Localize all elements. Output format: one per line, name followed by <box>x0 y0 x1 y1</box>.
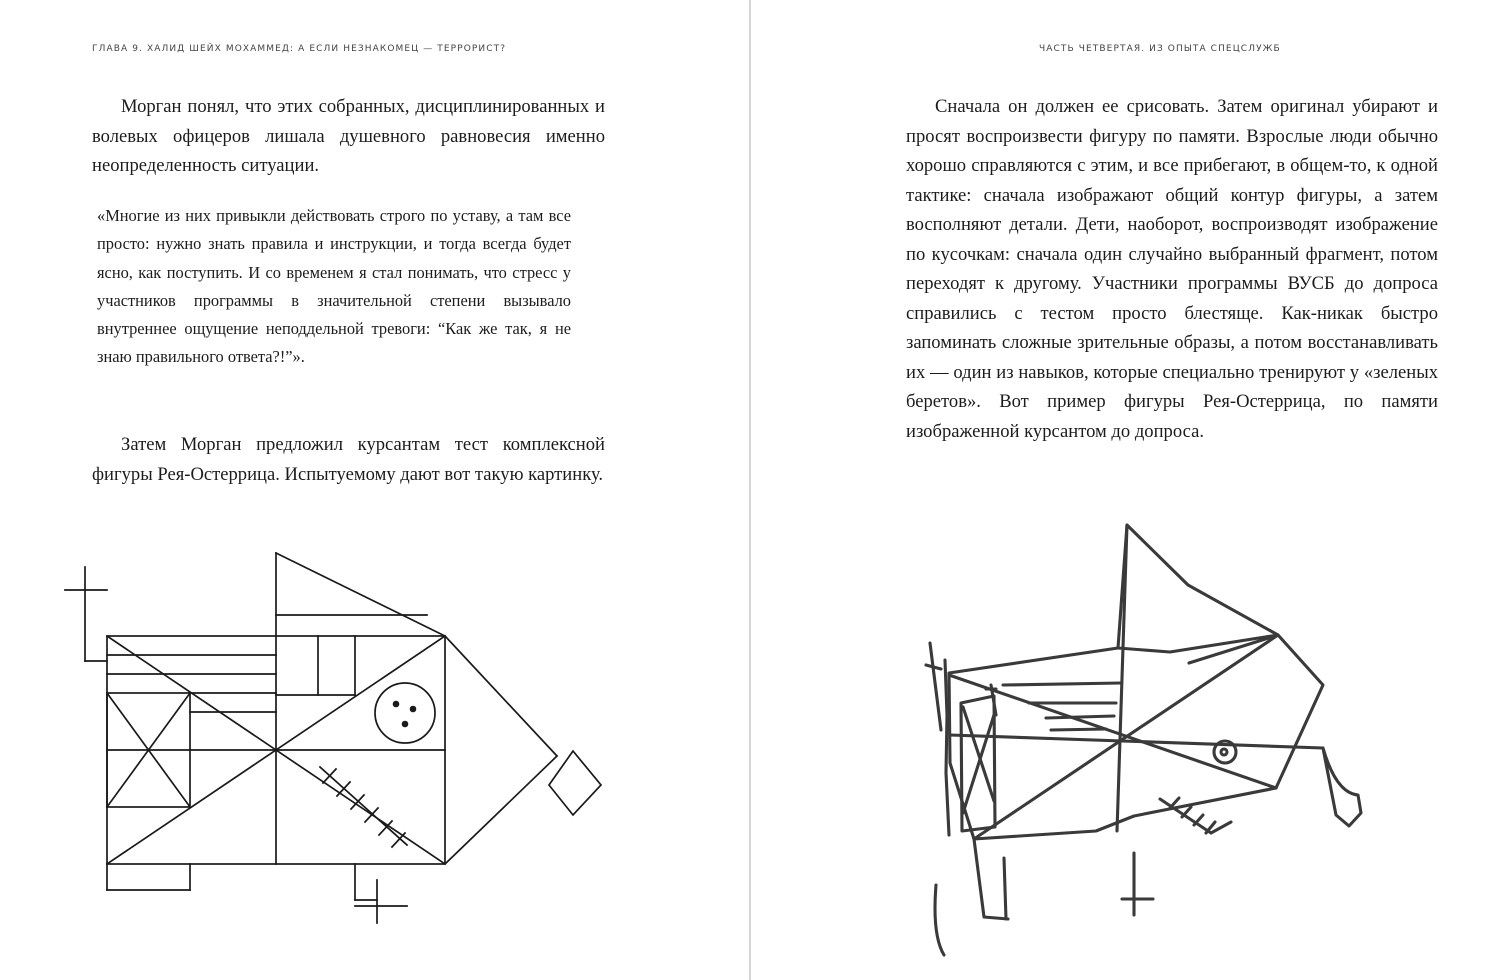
drawn-center-lines <box>949 525 1323 839</box>
drawn-left-square <box>961 685 996 831</box>
left-paragraph-2: Затем Морган предложил курсантам тест комплексной фигуры Рея-Остеррица. Испытуемому дают вот такую картинку. <box>92 434 605 485</box>
figure-hatch-diagonal <box>320 767 407 847</box>
running-head-right: ЧАСТЬ ЧЕТВЕРТАЯ. ИЗ ОПЫТА СПЕЦСЛУЖБ <box>1039 44 1281 54</box>
figure-inner-vertical <box>318 636 355 695</box>
rey-complex-figure <box>55 545 615 955</box>
right-page <box>751 0 1500 980</box>
figure-circle-dots <box>375 683 435 743</box>
figure-main-rectangle <box>107 553 445 864</box>
left-paragraph-1: Морган понял, что этих собранных, дисциплинированных и волевых офицеров лишала душевного равновесия именно неопределенность ситуации. <box>92 96 605 176</box>
figure-cross-top-left <box>65 567 107 661</box>
drawn-bottom-rect <box>974 839 1008 919</box>
cadet-drawn-figure <box>906 515 1446 980</box>
figure-cross-bottom <box>355 864 407 923</box>
drawn-cross-bottom <box>1122 853 1153 915</box>
drawn-triangle-top <box>1118 525 1278 663</box>
left-page <box>0 0 749 980</box>
drawn-nose <box>1323 748 1361 826</box>
block-quote: «Многие из них привыкли действовать строго по уставу, а там все просто: нужно знать правила и инструкции, и тогда всегда будет ясно, как поступить. И со временем я стал понимать, что стресс у участников программы в значительной степени вызывало внутреннее ощущение неподдельной тревоги: “Как же так, я не знаю правильного ответа?!”». <box>97 206 571 367</box>
right-paragraph-1: Сначала он должен ее срисовать. Затем оригинал убирают и просят воспроизвести фигуру по памяти. Взрослые люди обычно хорошо справляются с этим, и все прибегают, в общем-то, к одной тактике: сначала изображают общий контур фигуры, а затем восполняют детали. Дети, наоборот, воспроизводят изображение по кусочкам: сначала один случайно выбранный фрагмент, потом переходят к другому. Участники программы ВУСБ до допроса справились с тестом просто блестяще. Как-никак быстро запоминать сложные зрительные образы, а потом восстанавливать их — один из навыков, которые специально тренируют у «зеленых беретов». Вот пример фигуры Рея-Остеррица, по памяти изображенной курсантом до допроса. <box>906 96 1438 442</box>
figure-small-rect-bottom-left <box>107 864 190 890</box>
drawn-bottom-left-mark <box>935 885 944 955</box>
drawn-cross-top-left <box>926 643 941 730</box>
figure-triangle-top <box>276 553 445 636</box>
drawn-horizontal-lines <box>986 683 1121 730</box>
figure-right-nose <box>445 636 601 864</box>
running-head-left: ГЛАВА 9. ХАЛИД ШЕЙХ МОХАММЕД: А ЕСЛИ НЕЗНАКОМЕЦ — ТЕРРОРИСТ? <box>92 44 507 54</box>
